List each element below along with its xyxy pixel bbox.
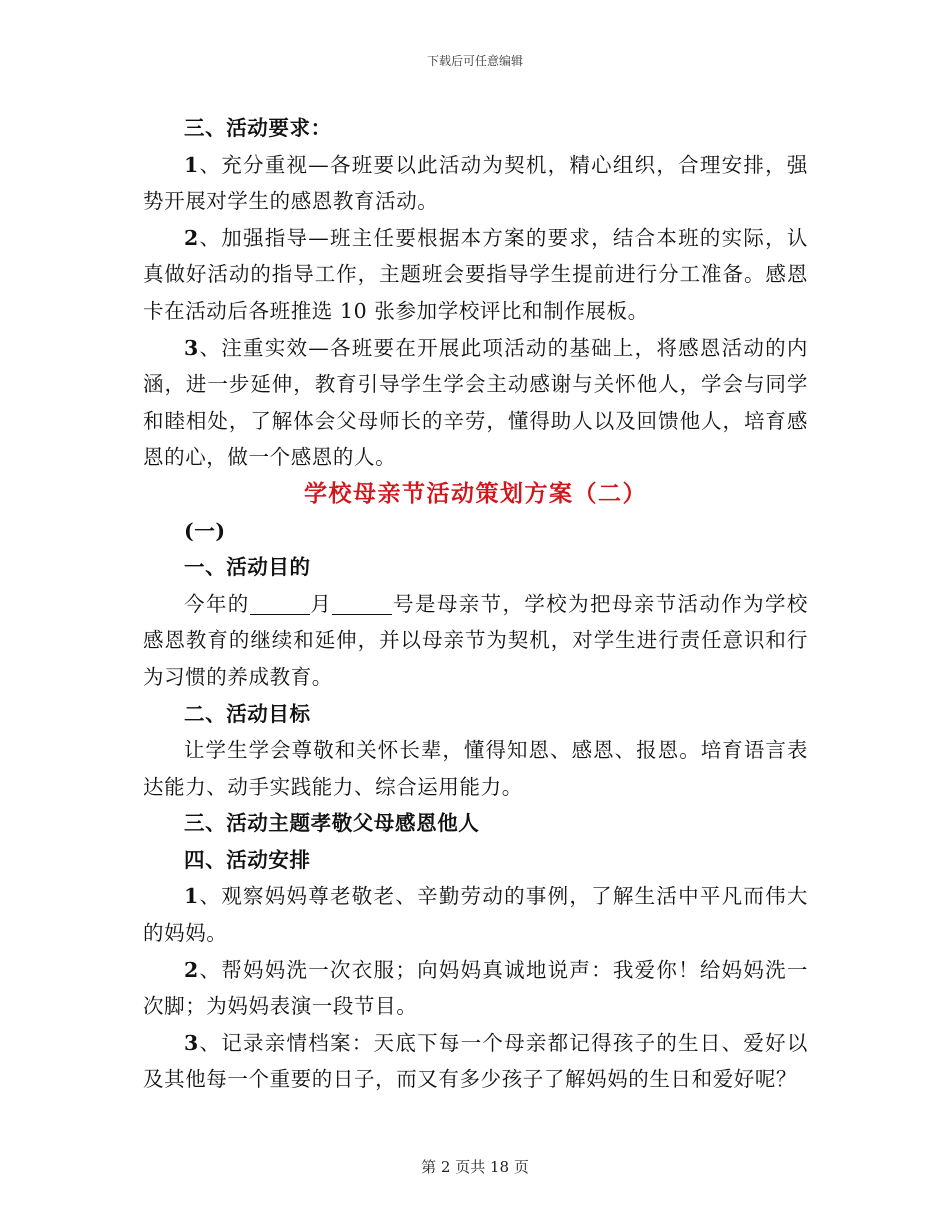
list-item xyxy=(143,1025,808,1098)
section-heading-theme: 三、活动主题孝敬父母感恩他人 xyxy=(184,811,480,836)
document-title: 学校母亲节活动策划方案（二） xyxy=(304,479,647,507)
item-number: 1 xyxy=(184,884,199,909)
item-number: 2 xyxy=(184,225,199,250)
list-item xyxy=(143,330,808,476)
list-item xyxy=(143,878,808,951)
item-text: 、记录亲情档案：天底下每一个母亲都记得孩子的生日、爱好以及其他每一个重要的日子，而又有多少孩子了解妈妈的生日和爱好呢？ xyxy=(143,1030,808,1092)
month-blank xyxy=(250,593,310,615)
list-item xyxy=(143,952,808,1025)
document-body xyxy=(143,110,808,1098)
section-heading-goal: 二、活动目标 xyxy=(184,701,311,726)
item-text: 、充分重视—各班要以此活动为契机，精心组织，合理安排，强势开展对学生的感恩教育活动。 xyxy=(143,152,808,214)
header-note: 下载后可任意编辑 xyxy=(426,54,523,68)
section-heading-requirements: 三、活动要求： xyxy=(184,116,332,140)
item-text: 、观察妈妈尊老敬老、辛勤劳动的事例，了解生活中平凡而伟大的妈妈。 xyxy=(143,884,808,946)
section-heading-arrangement: 四、活动安排 xyxy=(184,847,311,872)
item-text: 、加强指导—班主任要根据本方案的要求，结合本班的实际，认真做好活动的指导工作，主题班会要指导学生提前进行分工准备。感恩卡在活动后各班推选 10 张参加学校评比和制作展板。 xyxy=(143,225,808,323)
item-text: 、注重实效—各班要在开展此项活动的基础上，将感恩活动的内涵，进一步延伸，教育引导学生学会主动感谢与关怀他人，学会与同学和睦相处，了解体会父母师长的辛劳，懂得助人以及回馈他人，培育感恩的心，做一个感恩的人。 xyxy=(143,335,808,470)
purpose-text-b: 月 xyxy=(309,591,333,616)
part-label: (一) xyxy=(184,518,226,543)
item-number: 2 xyxy=(184,957,199,982)
day-blank xyxy=(332,593,392,615)
purpose-text-a: 今年的 xyxy=(184,591,250,616)
item-number: 3 xyxy=(184,1030,199,1055)
list-item xyxy=(143,147,808,220)
item-text: 、帮妈妈洗一次衣服；向妈妈真诚地说声：我爱你！给妈妈洗一次脚；为妈妈表演一段节目。 xyxy=(143,957,808,1019)
item-number: 1 xyxy=(184,152,199,177)
page-number-footer: 第 2 页共 18 页 xyxy=(421,1158,529,1176)
item-number: 3 xyxy=(184,335,199,360)
purpose-paragraph xyxy=(143,586,808,696)
goal-paragraph: 让学生学会尊敬和关怀长辈，懂得知恩、感恩、报恩。培育语言表达能力、动手实践能力、综合运用能力。 xyxy=(143,738,808,799)
purpose-text-c: 号是母亲节，学校为把母亲节活动作为学校感恩教育的继续和延伸，并以母亲节为契机，对学生进行责任意识和行为习惯的养成教育。 xyxy=(143,591,808,689)
section-heading-purpose: 一、活动目的 xyxy=(184,555,311,580)
list-item xyxy=(143,220,808,330)
